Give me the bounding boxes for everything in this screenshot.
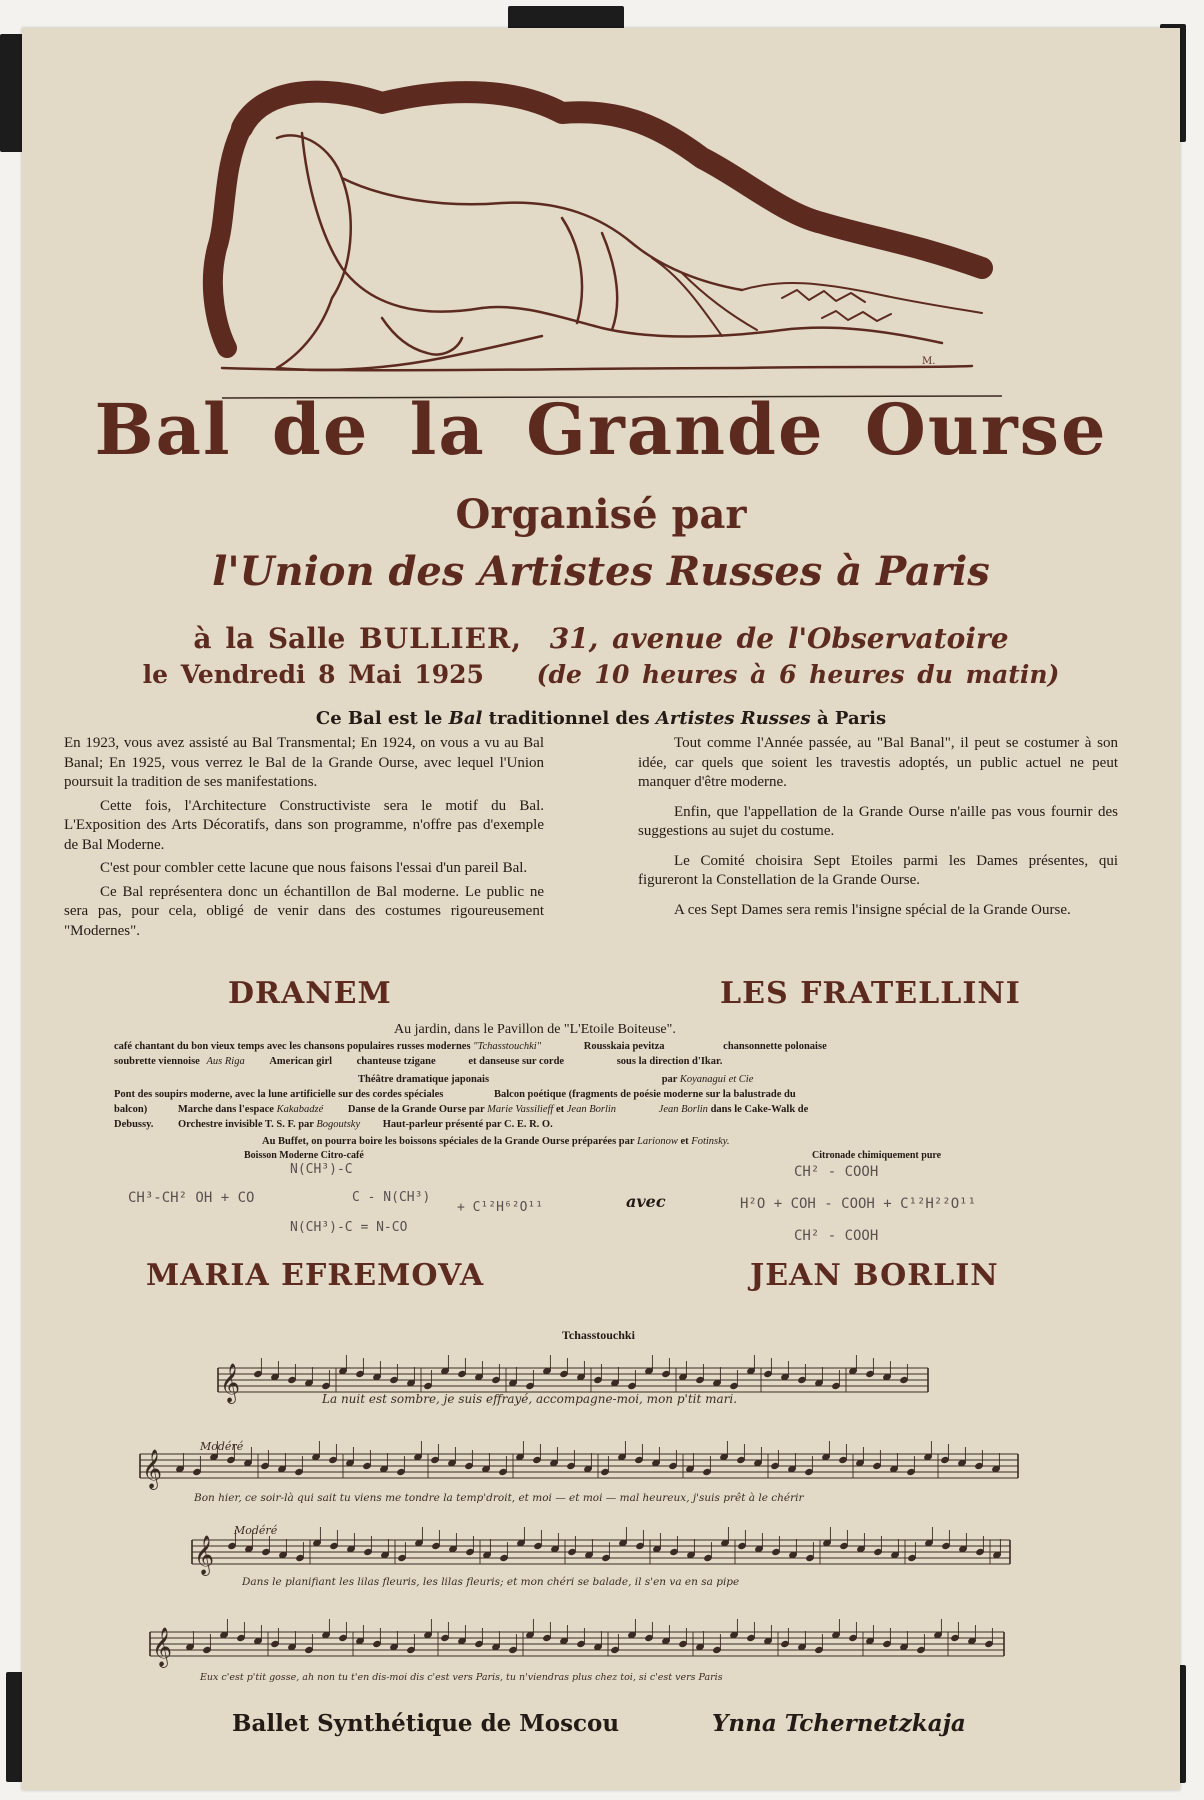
tradition-part-3: à Paris <box>816 708 887 729</box>
tradition-part-1: Ce Bal est le <box>315 708 443 729</box>
program-text: Debussy. <box>114 1119 154 1130</box>
left-paragraph: C'est pour combler cette lacune que nous faisons l'essai d'un pareil Bal. <box>100 860 528 876</box>
program-text: Danse de la Grande Ourse par <box>347 1104 485 1115</box>
program-text: Larionow <box>637 1136 678 1147</box>
program-text: chansonnette polonaise <box>723 1041 827 1052</box>
performer-fratellini: LES FRATELLINI <box>720 976 1021 1011</box>
tradition-artistes: Artistes Russes <box>655 708 811 729</box>
program-text: soubrette viennoise <box>114 1056 200 1067</box>
tradition-bal: Bal <box>448 708 483 729</box>
lyric-line-4: Eux c'est p'tit gosse, ah non tu t'en dis-moi dis c'est vers Paris, tu n'viendras plus chez toi, si c'est vers Paris <box>200 1672 723 1683</box>
right-paragraph: A ces Sept Dames sera remis l'insigne spécial de la Grande Ourse. <box>674 901 1071 918</box>
footer-dancer: Ynna Tchernetzkaja <box>712 1710 966 1737</box>
footer-ballet: Ballet Synthétique de Moscou <box>232 1710 620 1737</box>
formula-right-top: CH² - COOH <box>794 1164 879 1180</box>
program-garden: Au jardin, dans le Pavillon de "L'Etoile Boiteuse". <box>394 1022 676 1037</box>
program-text: "Tchasstouchki" <box>473 1041 542 1052</box>
left-paragraph: Cette fois, l'Architecture Constructiviste sera le motif du Bal. L'Exposition des Arts Décoratifs, dans son programme, n'offre pas d'exemple de Bal Moderne. <box>64 797 544 853</box>
treble-clef-icon: 𝄞 <box>142 1449 163 1489</box>
program-text: par <box>661 1074 678 1085</box>
program-text: et <box>680 1136 689 1147</box>
formula-left-main: CH³-CH² OH + CO <box>128 1190 255 1206</box>
date-hours: (de 10 heures à 6 heures du matin) <box>536 660 1060 689</box>
venue-prefix: à la Salle <box>193 622 346 655</box>
poster-title: Bal de la Grande Ourse <box>94 388 1108 471</box>
program-text: dans le Cake-Walk de <box>710 1104 809 1115</box>
poster <box>22 28 1180 1790</box>
performer-efremova: MARIA EFREMOVA <box>146 1258 485 1293</box>
program-text: et <box>555 1104 565 1115</box>
score-tempo-1: Modéré <box>200 1440 244 1453</box>
program-text: Marie Vassilieff <box>487 1104 554 1115</box>
score-title: Tchasstouchki <box>562 1328 635 1342</box>
program-text: Rousskaia pevitza <box>583 1041 665 1052</box>
left-paragraph: Ce Bal représentera donc un échantillon de Bal moderne. Le public ne sera pas, pour cela, obligé de venir dans des costumes rigoureusement "Modernes". <box>64 883 544 939</box>
lyric-line-2: Bon hier, ce soir-là qui sait tu viens me tondre la temp'droit, et moi — et moi — mal heureux, j'suis prêt à le chérir <box>194 1492 804 1504</box>
program-text: et danseuse sur corde <box>468 1056 565 1067</box>
program-text: Jean Borlin <box>658 1104 708 1115</box>
program-text: Jean Borlin <box>566 1104 617 1115</box>
avec-label: avec <box>626 1192 666 1211</box>
program-text: Pont des soupirs moderne, avec la lune artificielle sur des cordes spéciales <box>114 1089 444 1100</box>
right-paragraph: Enfin, que l'appellation de la Grande Ourse n'aille pas vous fournir des suggestions au sujet du costume. <box>638 803 1118 839</box>
tradition-part-2: traditionnel des <box>488 708 650 729</box>
left-paragraph: En 1923, vous avez assisté au Bal Transmental; En 1924, on vous a vu au Bal Banal; En 1925, vous verrez le Bal de la Grande Ourse, avec lequel l'Union poursuit la tradition de ses manifestations. <box>64 735 544 790</box>
formula-left-top: N(CH³)-C <box>290 1162 353 1177</box>
program-text: Fotinsky. <box>691 1136 730 1147</box>
organizer-line-2: l'Union des Artistes Russes à Paris <box>212 548 990 595</box>
program-text: Balcon poétique (fragments de poésie moderne sur la balustrade du <box>493 1089 796 1100</box>
performer-dranem: DRANEM <box>228 976 392 1011</box>
program-text: Koyanagui et Cie <box>679 1074 754 1085</box>
program-text: Aus Riga <box>206 1056 245 1067</box>
formula-left-mid: C - N(CH³) <box>352 1190 431 1205</box>
program-text: Théâtre dramatique japonais <box>358 1074 490 1085</box>
music-score-staves <box>22 28 1180 1790</box>
svg-text:M.: M. <box>922 356 936 367</box>
right-paragraph: Tout comme l'Année passée, au "Bal Banal", il peut se costumer à son idée, car quels que soient les travestis adoptés, un public actuel ne peut manquer d'être moderne. <box>638 735 1118 790</box>
treble-clef-icon: 𝄞 <box>152 1627 173 1667</box>
program-text: Bogoutsky <box>316 1119 361 1130</box>
program-text: Au Buffet, on pourra boire les boissons spéciales de la Grande Ourse préparées par <box>262 1136 635 1147</box>
formula-left-tail: + C¹²H⁶²O¹¹ <box>457 1200 544 1215</box>
drink-right-label: Citronade chimiquement pure <box>812 1150 942 1161</box>
program-text: café chantant du bon vieux temps avec les chansons populaires russes modernes <box>114 1041 471 1052</box>
lyric-line-1: La nuit est sombre, je suis effrayé, accompagne-moi, mon p'tit mari. <box>322 1392 738 1406</box>
performer-borlin: JEAN BORLIN <box>750 1258 999 1293</box>
program-text: sous la direction d'Ikar. <box>616 1056 723 1067</box>
venue-hall: BULLIER, <box>359 622 522 655</box>
score-tempo-2: Modéré <box>234 1524 278 1537</box>
drink-left-label: Boisson Moderne Citro-café <box>244 1150 364 1161</box>
date-day: le Vendredi 8 Mai 1925 <box>142 660 484 689</box>
program-text: Haut-parleur présenté par C. E. R. O. <box>382 1119 553 1130</box>
right-paragraph: Le Comité choisira Sept Etoiles parmi les Dames présentes, qui figureront la Constellation de la Grande Ourse. <box>638 852 1118 888</box>
formula-right-mid: H²O + COH - COOH + C¹²H²²O¹¹ <box>740 1196 977 1212</box>
program-text: Marche dans l'espace <box>177 1104 274 1115</box>
organizer-line-1: Organisé par <box>455 491 747 538</box>
formula-right-bottom: CH² - COOH <box>794 1228 879 1244</box>
venue-address: 31, avenue de l'Observatoire <box>549 622 1009 655</box>
program-text: American girl <box>269 1056 333 1067</box>
program-text: Kakabadzé <box>276 1104 324 1115</box>
program-text: balcon) <box>114 1104 148 1115</box>
program-text: chanteuse tzigane <box>356 1056 436 1067</box>
treble-clef-icon: 𝄞 <box>194 1535 215 1575</box>
formula-left-bottom: N(CH³)-C = N-CO <box>290 1220 408 1235</box>
lyric-line-3: Dans le planifiant les lilas fleuris, les lilas fleuris; et mon chéri se balade, il s'en va en sa pipe <box>242 1576 740 1588</box>
treble-clef-icon: 𝄞 <box>220 1363 241 1403</box>
program-text: Orchestre invisible T. S. F. par <box>178 1119 314 1130</box>
